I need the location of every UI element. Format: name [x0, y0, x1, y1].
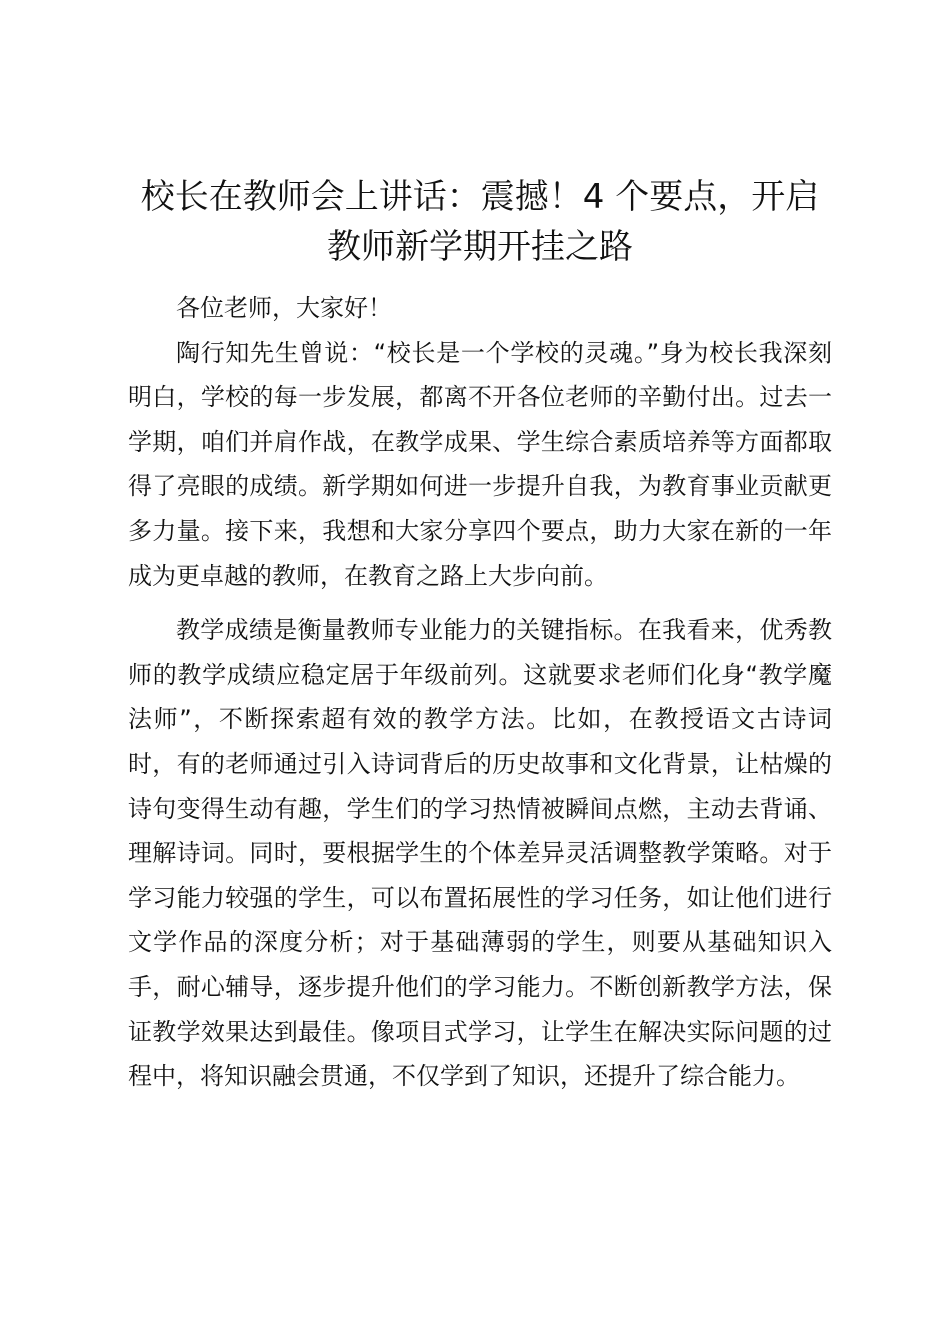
- title-line-1: 校长在教师会上讲话：震撼！4 个要点，开启: [140, 177, 820, 217]
- paragraph-teaching-results: 教学成绩是衡量教师专业能力的关键指标。在我看来，优秀教师的教学成绩应稳定居于年级前列。这就要求老师们化身“教学魔法师”，不断探索超有效的教学方法。比如，在教授语文古诗词时，有的老师通过引入诗词背后的历史故事和文化背景，让枯燥的诗句变得生动有趣，学生们的学习热情被瞬间点燃，主动去背诵、理解诗词。同时，要根据学生的个体差异灵活调整教学策略。对于学习能力较强的学生，可以布置拓展性的学习任务，如让他们进行文学作品的深度分析；对于基础薄弱的学生，则要从基础知识入手，耐心辅导，逐步提升他们的学习能力。不断创新教学方法，保证教学效果达到最佳。像项目式学习，让学生在解决实际问题的过程中，将知识融会贯通，不仅学到了知识，还提升了综合能力。: [128, 616, 832, 1091]
- title-line-2: 教师新学期开挂之路: [327, 227, 633, 267]
- paragraph-greeting: 各位老师，大家好！: [176, 294, 392, 322]
- document-content: [128, 172, 832, 1099]
- paragraph-intro: 陶行知先生曾说：“校长是一个学校的灵魂。”身为校长我深刻明白，学校的每一步发展，都离不开各位老师的辛勤付出。过去一学期，咱们并肩作战，在教学成果、学生综合素质培养等方面都取得了亮眼的成绩。新学期如何进一步提升自我，为教育事业贡献更多力量。接下来，我想和大家分享四个要点，助力大家在新的一年成为更卓越的教师，在教育之路上大步向前。: [128, 338, 832, 590]
- document-body: [128, 286, 832, 1099]
- document-title: [128, 172, 832, 272]
